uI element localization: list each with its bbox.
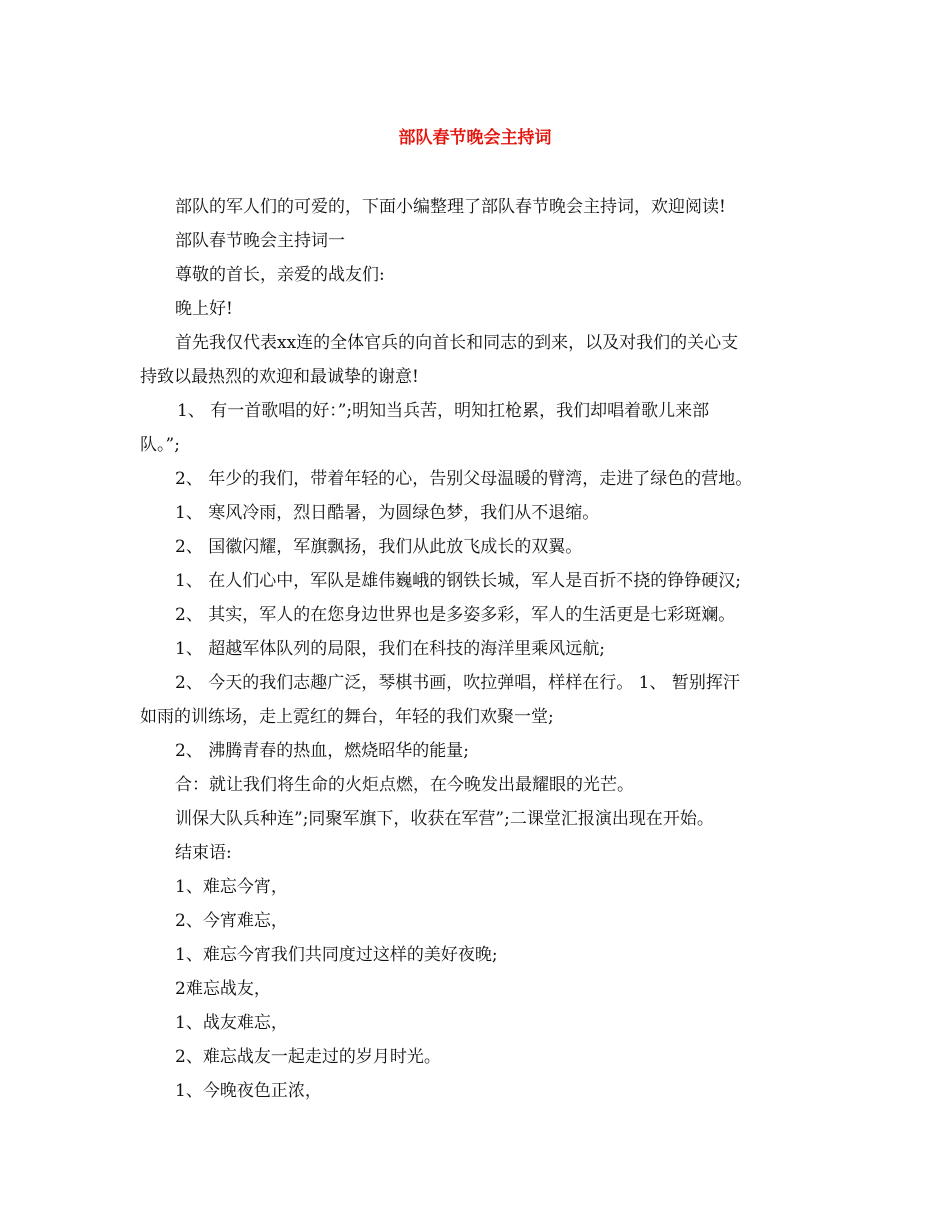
closing-line: 2难忘战友， <box>175 979 271 999</box>
closing-line: 1、战友难忘， <box>175 1013 288 1033</box>
script-line: 1、 寒风冷雨，烈日酷暑，为圆绿色梦，我们从不退缩。 <box>175 503 600 523</box>
script-line: 合：就让我们将生命的火炬点燃，在今晚发出最耀眼的光芒。 <box>175 775 634 795</box>
paragraph-intro: 部队的军人们的可爱的，下面小编整理了部队春节晚会主持词，欢迎阅读! <box>175 197 726 217</box>
script-line: 训保大队兵种连”;同聚军旗下，收获在军营”;二课堂汇报演出现在开始。 <box>175 809 714 829</box>
closing-line: 1、难忘今宵我们共同度过这样的美好夜晚; <box>175 945 498 965</box>
closing-line: 2、难忘战友一起走过的岁月时光。 <box>175 1047 441 1067</box>
script-line-continued: 如雨的训练场，走上霓红的舞台，年轻的我们欢聚一堂; <box>140 707 554 727</box>
section-heading: 部队春节晚会主持词一 <box>175 231 345 251</box>
document-body <box>140 190 820 1108</box>
script-line: 2、 沸腾青春的热血，燃烧昭华的能量; <box>175 741 469 761</box>
script-line-continued: 队。”; <box>140 435 180 455</box>
closing-heading: 结束语: <box>175 843 232 863</box>
closing-line: 1、难忘今宵， <box>175 877 288 897</box>
script-line: 1、 在人们心中，军队是雄伟巍峨的钢铁长城，军人是百折不挠的铮铮硬汉; <box>175 571 741 591</box>
script-line: 1、 超越军体队列的局限，我们在科技的海洋里乘风远航; <box>175 639 605 659</box>
closing-line: 2、今宵难忘， <box>175 911 288 931</box>
script-line: 2、 年少的我们，带着年轻的心，告别父母温暖的臂湾，走进了绿色的营地。 <box>175 469 753 489</box>
script-line: 2、 其实，军人的在您身边世界也是多姿多彩，军人的生活更是七彩斑斓。 <box>175 605 736 625</box>
page-title: 部队春节晚会主持词 <box>398 128 552 148</box>
paragraph-welcome-line-2: 持致以最热烈的欢迎和最诚挚的谢意! <box>140 367 419 387</box>
salutation: 尊敬的首长，亲爱的战友们: <box>175 265 385 285</box>
paragraph-welcome-line-1: 首先我仅代表xx连的全体官兵的向首长和同志的到来，以及对我们的关心支 <box>175 333 739 353</box>
closing-line: 1、今晚夜色正浓， <box>175 1081 322 1101</box>
greeting: 晚上好! <box>175 299 233 319</box>
script-line: 1、 有一首歌唱的好：”;明知当兵苦，明知扛枪累，我们却唱着歌儿来部 <box>177 401 710 421</box>
script-line: 2、 今天的我们志趣广泛，琴棋书画，吹拉弹唱，样样在行。 1、 暂别挥汗 <box>175 673 740 693</box>
script-line: 2、 国徽闪耀，军旗飘扬，我们从此放飞成长的双翼。 <box>175 537 583 557</box>
